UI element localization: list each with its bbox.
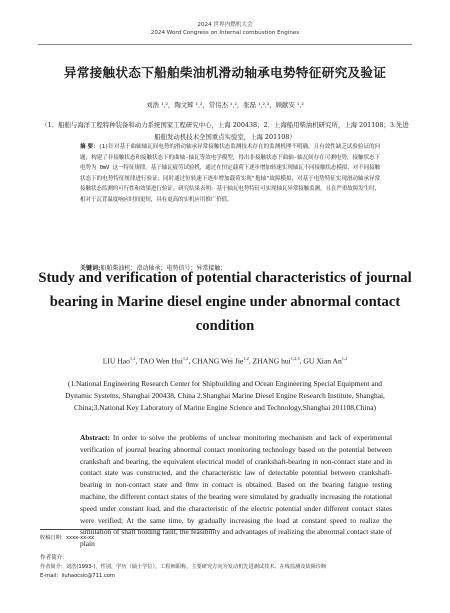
chinese-abstract xyxy=(80,142,380,206)
author-name: GU Xian An xyxy=(303,356,342,366)
chinese-abstract-text: (1)针对基于曲轴轴瓦间电势的滑动轴承异常接触状态监测技术存在的监测机理不明确，且有效性缺乏试验验证的问题，构建了非接触状态和接触状态下的曲轴-轴瓦等效电学模型，得出非接触状态下曲轴-轴瓦间存在可测电势，接触状态下电势为 0mV 这一特征规律。基于轴瓦疲劳试验机，通过在恒定载荷下逐步增加转速实现轴瓦不同接触状态模拟，对不同接触状态下的电势特征规律进行验证；同时通过恒转速下逐步增加载荷实现"抱轴"故障模拟，对基于电势特征实现滑动轴承异常接触状态监测的可行性和效果进行验证。研究结果表明：基于轴瓦电势特征可实现轴瓦异常接触监测，且在严重故障发生时，相对于瓦背温度响应时间更短，具有更高的实机应用推广价值。 xyxy=(80,144,380,203)
author-name: LIU Hao xyxy=(102,356,130,366)
english-abstract xyxy=(80,432,392,549)
chinese-affiliation: （1．船舶与海洋工程特种装备和动力系统国家工程研究中心，上海 200438；2．上海船用柴油机研究所，上海 201108；3.先进船舶发动机技术全国重点实验室，上海 201108） xyxy=(41,121,409,141)
author-affil-mark: 1,2 xyxy=(341,356,348,361)
english-title: Study and verification of potential characteristics of journal bearing in Marine diesel engine under abnormal contact condition xyxy=(38,270,412,334)
chinese-title: 异常接触状态下船舶柴油机滑动轴承电势特征研究及验证 xyxy=(63,65,387,80)
english-abstract-text: In order to solve the problems of unclear monitoring mechanism and lack of experimental verification of journal bearing abnormal contact monitoring technology based on the potential between crankshaft and bearing, the equivalent electrical model of crankshaft-bearing in non-contact state and in contact state was constructed, and the characteristic law of detectable potential between crankshaft-bearing in non-contact state and 0mv in contact is obtained. Based on the bearing fatigue testing machine, the different contact states of the bearing were simulated by gradually increasing the rotational speed under constant load, and the characteristic of the electric potential under different contact states were verified; At the same time, by gradually increasing the load at constant speed to realize the simulation of shaft holding fault, the feasibility and advantages of realizing the abnormal contact state of plain xyxy=(80,433,392,549)
author-affil-mark: 1,2 xyxy=(243,356,249,361)
chinese-keywords-label: 关键词: xyxy=(80,265,101,272)
header-rule xyxy=(38,44,412,45)
english-affiliation: (1.National Engineering Research Center for Shipbuilding and Ocean Engineering Special Equipment and Dynamic Systems, Shanghai 200438, China 2.Shanghai Marine Diesel Engine Research Institute, Shanghai, China;3.National Key Laboratory of Marine Engine Science and Technology,Shanghai 201108,China) xyxy=(65,379,385,412)
footnote-rule xyxy=(40,529,215,530)
chinese-authors: 刘浩 ¹ˌ²，陶文辉 ¹ˌ²，常伟杰 ¹ˌ²，张磊 ¹ˌ²ˌ³，顾献安 ¹ˌ² xyxy=(146,101,304,109)
author-affil-mark: 1,2 xyxy=(129,356,136,361)
author-bio-text: 作者简介：刘浩(1993-)，性别，学历（硕士学位），工程师职称，主要研究方向为发动机先进测试技术、在线监测及故障诊断 xyxy=(40,564,327,570)
author-affil-mark: 1,2,3 xyxy=(290,356,300,361)
english-authors: LIU Hao$^{1,2}$, TAO Wen Hui$^{1,2}$, CHANG Wei Jie$^{1,2}$, ZHANG hui$^{1,2,3}$, GU Xian An$^{1,2}$ xyxy=(102,356,348,366)
author-bio xyxy=(40,563,412,580)
author-name: TAO Wen Hui xyxy=(139,356,183,366)
author-affil-mark: 1,2 xyxy=(182,356,189,361)
author-name: CHANG Wei Jie xyxy=(192,356,244,366)
author-email: E-mail：liuhaocsic@711.com xyxy=(40,572,115,579)
author-bio-heading: 作者简介： xyxy=(40,555,68,561)
chinese-abstract-label: 摘 要： xyxy=(80,144,99,150)
received-date: 收稿日期：xxxx-xx-xx xyxy=(40,535,95,541)
author-name: ZHANG hui xyxy=(252,356,291,366)
conference-name-en: 2024 Word Congress on Internal combustion Engines xyxy=(150,30,300,36)
conference-name-cn: 2024 世界内燃机大会 xyxy=(197,22,253,28)
running-header xyxy=(0,21,450,37)
chinese-keywords-text: 船舶柴油机；滑动轴承；电势信号；异常接触； xyxy=(100,265,227,272)
english-abstract-label: Abstract: xyxy=(80,433,110,442)
